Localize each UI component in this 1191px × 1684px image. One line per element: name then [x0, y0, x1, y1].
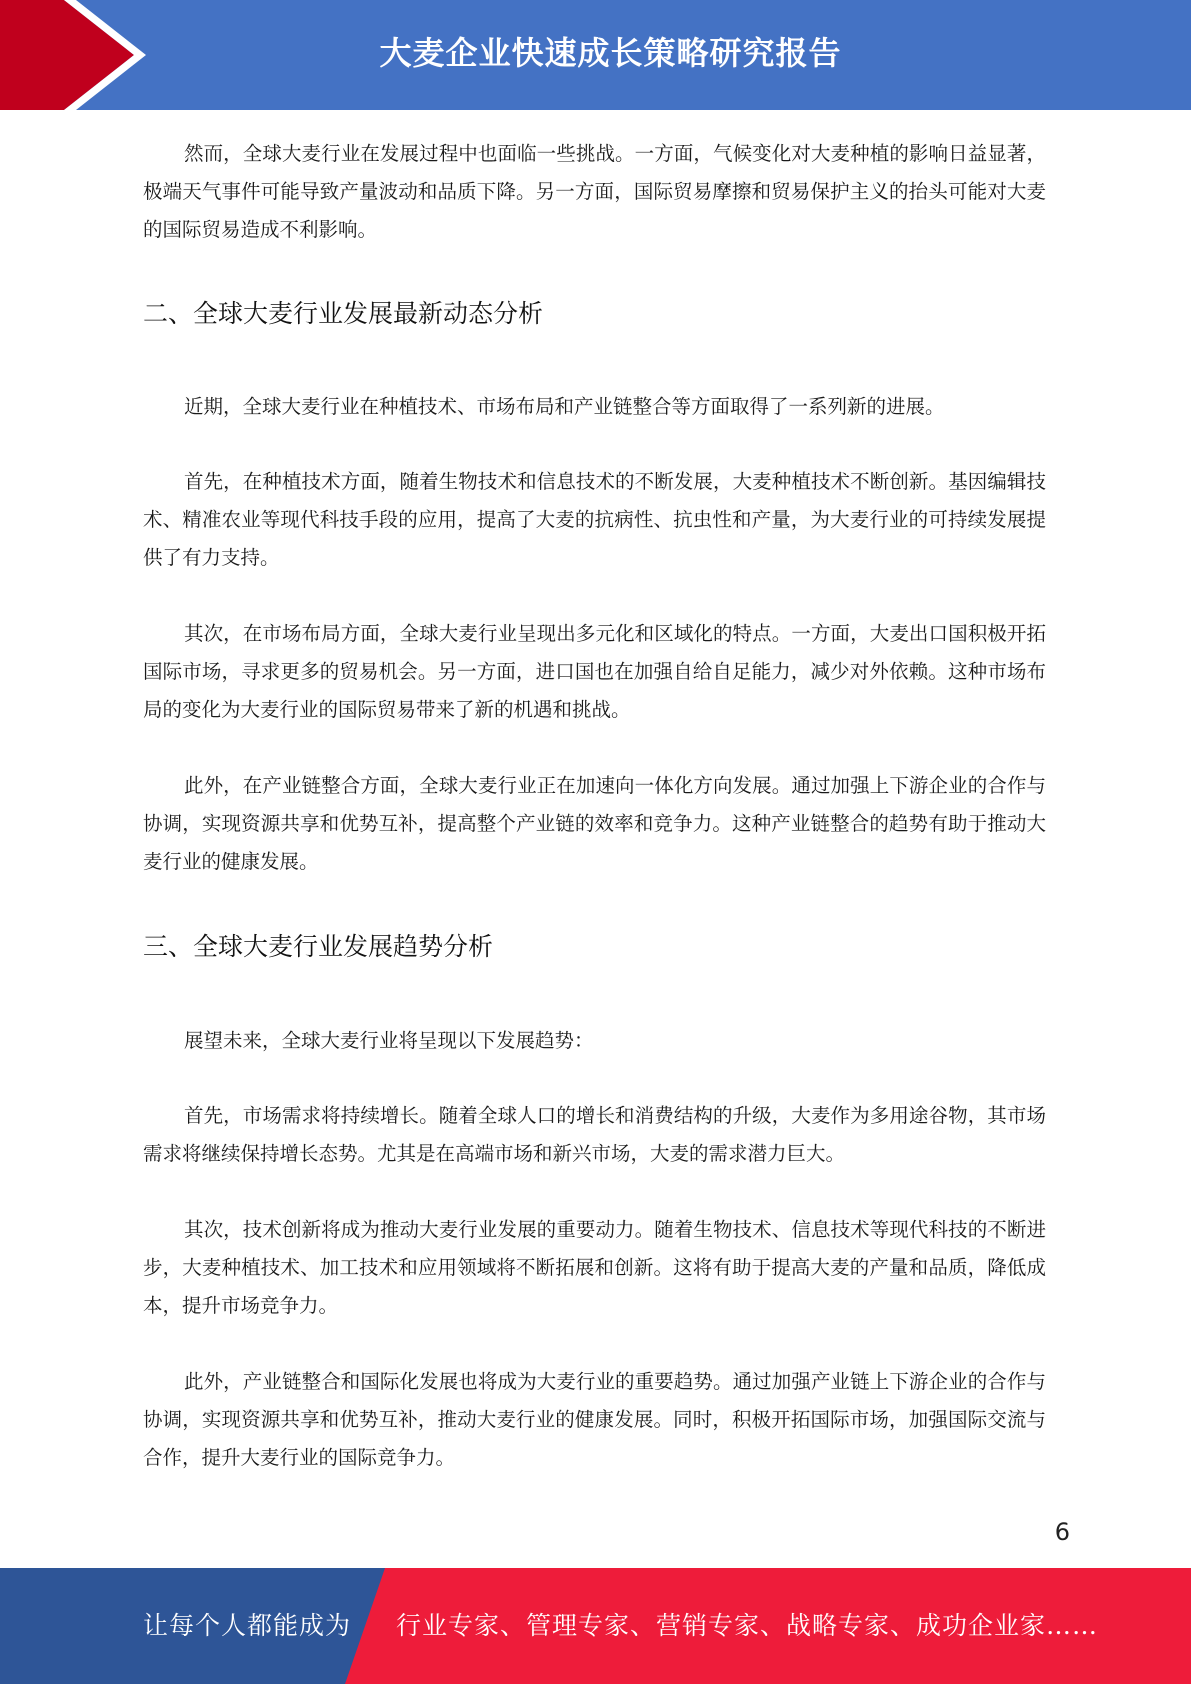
paragraph: 此外，在产业链整合方面，全球大麦行业正在加速向一体化方向发展。通过加强上下游企业的合作与协调，实现资源共享和优势互补，提高整个产业链的效率和竞争力。这种产业链整合的趋势有助于推动大麦行业的健康发展。: [143, 774, 1046, 873]
section-heading-2: 二、全球大麦行业发展最新动态分析: [143, 299, 544, 328]
paragraph: 首先，在种植技术方面，随着生物技术和信息技术的不断发展，大麦种植技术不断创新。基因编辑技术、精准农业等现代科技手段的应用，提高了大麦的抗病性、抗虫性和产量，为大麦行业的可持续发展提供了有力支持。: [143, 470, 1046, 569]
paragraph: 首先，市场需求将持续增长。随着全球人口的增长和消费结构的升级，大麦作为多用途谷物，其市场需求将继续保持增长态势。尤其是在高端市场和新兴市场，大麦的需求潜力巨大。: [143, 1104, 1046, 1165]
report-title: 大麦企业快速成长策略研究报告: [379, 34, 842, 72]
paragraph: 然而，全球大麦行业在发展过程中也面临一些挑战。一方面，气候变化对大麦种植的影响日益显著，极端天气事件可能导致产量波动和品质下降。另一方面，国际贸易摩擦和贸易保护主义的抬头可能对大麦的国际贸易造成不利影响。: [143, 142, 1046, 241]
section-heading-3: 三、全球大麦行业发展趋势分析: [143, 932, 494, 961]
page-number: 6: [1054, 1518, 1070, 1546]
paragraph: 其次，技术创新将成为推动大麦行业发展的重要动力。随着生物技术、信息技术等现代科技的不断进步，大麦种植技术、加工技术和应用领域将不断拓展和创新。这将有助于提高大麦的产量和品质，降低成本，提升市场竞争力。: [143, 1218, 1046, 1317]
page-footer: [0, 1568, 1191, 1684]
page-header: [0, 0, 1191, 110]
footer-slogan-left: 让每个人都能成为: [143, 1611, 352, 1640]
paragraph: 其次，在市场布局方面，全球大麦行业呈现出多元化和区域化的特点。一方面，大麦出口国积极开拓国际市场，寻求更多的贸易机会。另一方面，进口国也在加强自给自足能力，减少对外依赖。这种市场布局的变化为大麦行业的国际贸易带来了新的机遇和挑战。: [143, 622, 1046, 721]
paragraph: 展望未来，全球大麦行业将呈现以下发展趋势：: [184, 1029, 594, 1052]
paragraph: 此外，产业链整合和国际化发展也将成为大麦行业的重要趋势。通过加强产业链上下游企业的合作与协调，实现资源共享和优势互补，推动大麦行业的健康发展。同时，积极开拓国际市场，加强国际交流与合作，提升大麦行业的国际竞争力。: [143, 1370, 1046, 1469]
paragraph: 近期，全球大麦行业在种植技术、市场布局和产业链整合等方面取得了一系列新的进展。: [184, 395, 945, 418]
footer-slogan-right: 行业专家、管理专家、营销专家、战略专家、成功企业家……: [396, 1611, 1099, 1640]
